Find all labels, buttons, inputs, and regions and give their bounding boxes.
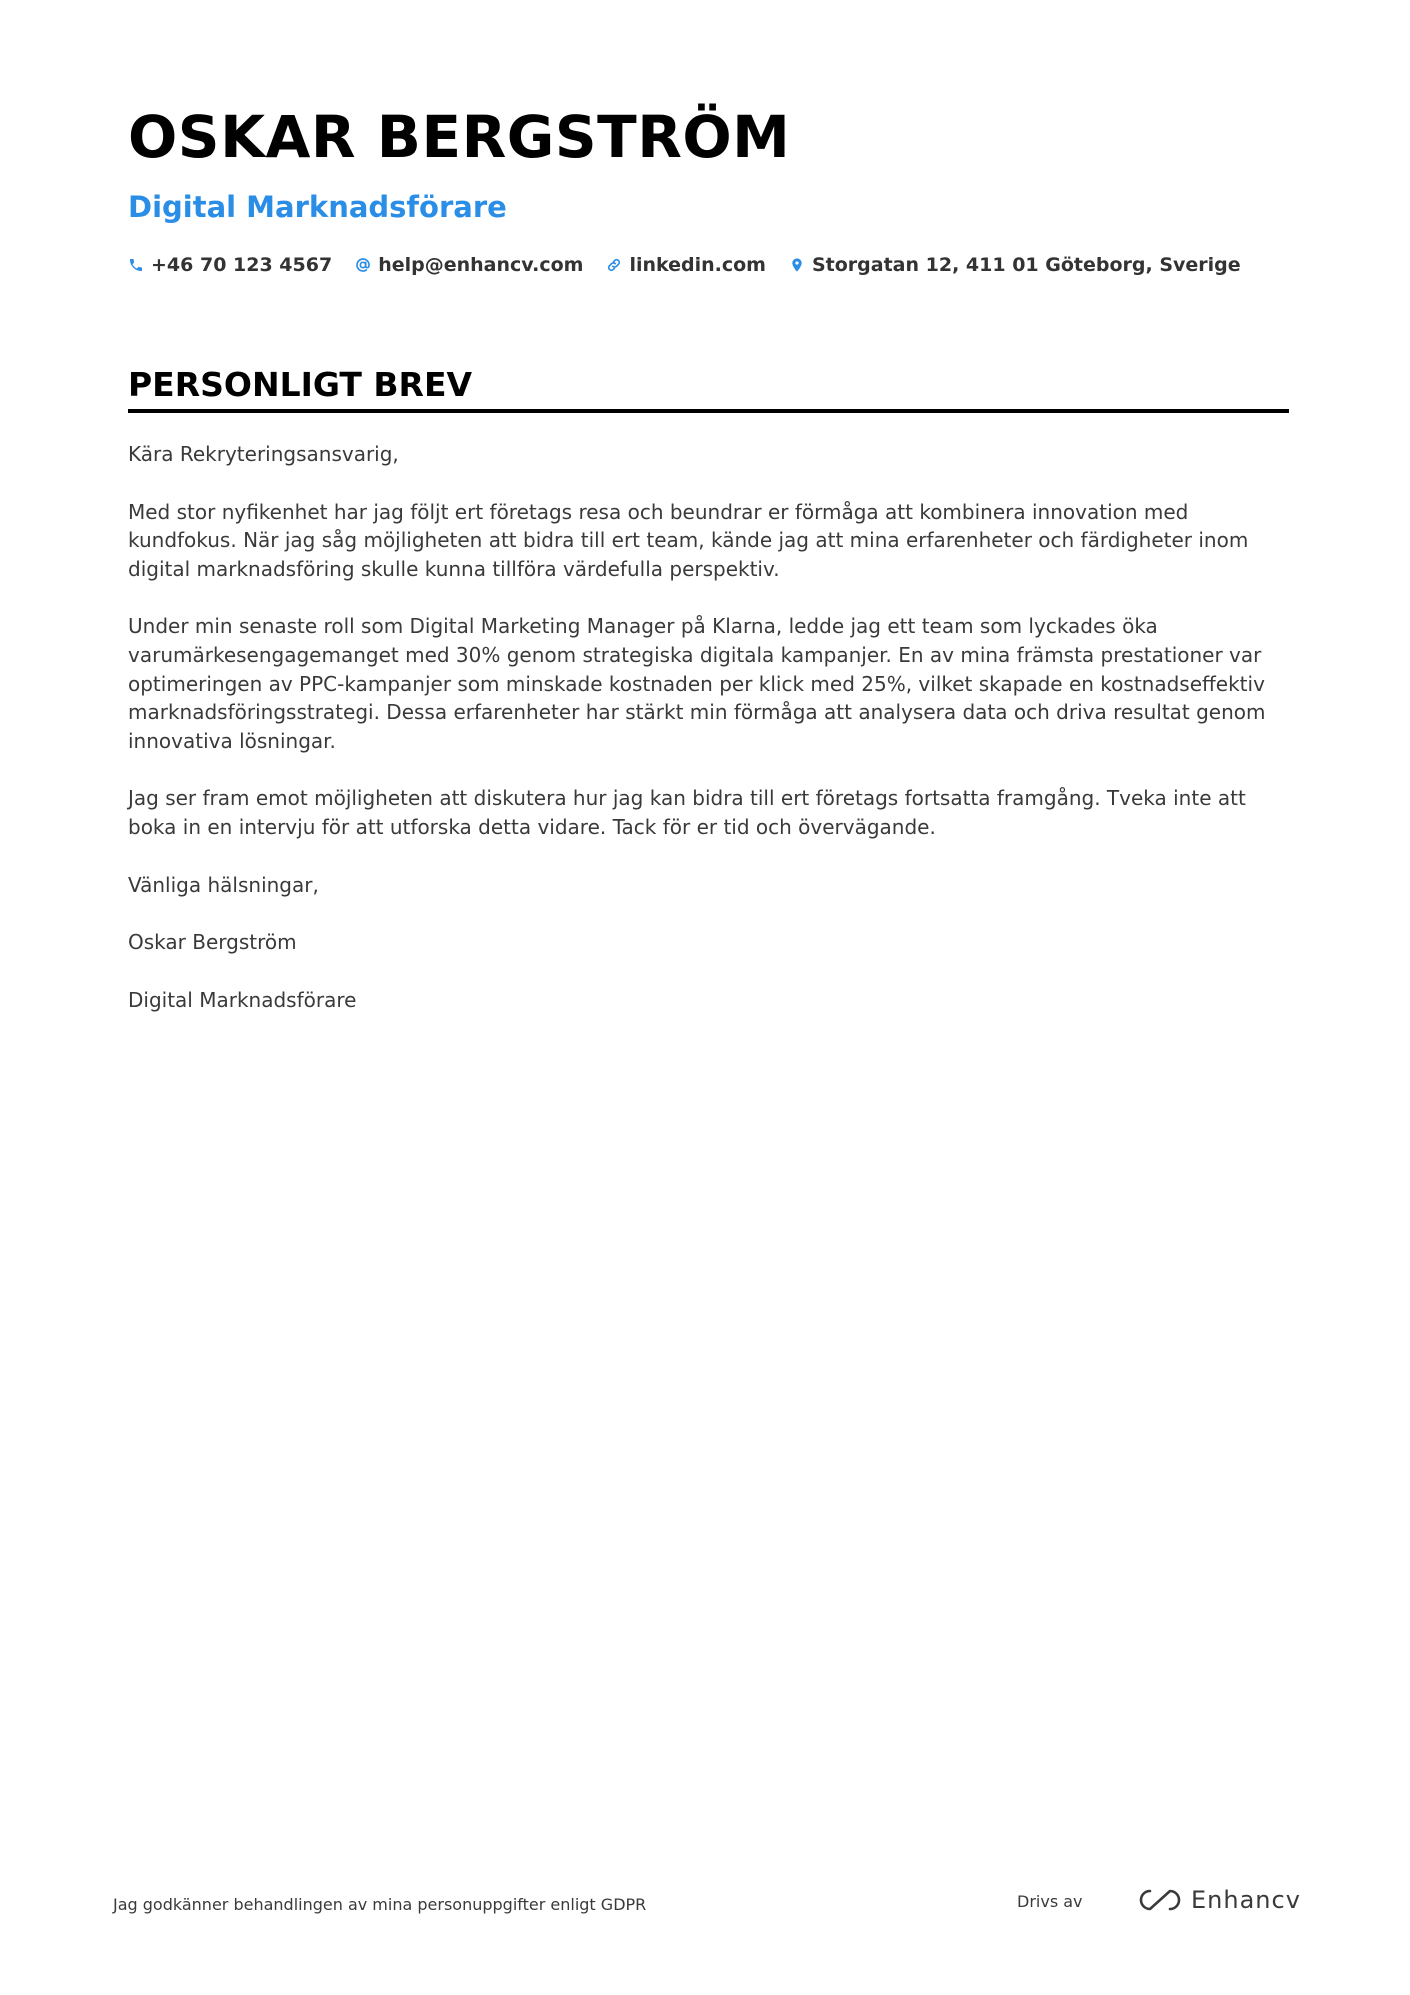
link-icon bbox=[606, 257, 622, 273]
contact-email[interactable] bbox=[355, 254, 583, 276]
contact-info bbox=[128, 254, 1264, 276]
closing: Vänliga hälsningar, bbox=[128, 872, 319, 897]
letter-paragraph: Under min senaste roll som Digital Marketing Manager på Klarna, ledde jag ett team som lyckades öka varumärkesengagemanget med 30% genom strategiska digitala kampanjer. En av mina främsta prestationer var optimeringen av PPC-kampanjer som minskade kostnaden per klick med 25%, vilket skapade en kostnadseffektiv marknadsföringsstrategi. Dessa erfarenheter har stärkt min förmåga att analysera data och driva resultat genom innovativa lösningar. bbox=[128, 614, 1266, 753]
contact-linkedin-text: linkedin.com bbox=[629, 254, 766, 276]
salutation: Kära Rekryteringsansvarig, bbox=[128, 442, 399, 466]
enhancv-logo[interactable] bbox=[1137, 1886, 1301, 1914]
applicant-name: OSKAR BERGSTRÖM bbox=[128, 103, 791, 171]
phone-icon bbox=[128, 257, 144, 273]
letter-body bbox=[128, 440, 1298, 1043]
enhancv-logo-icon bbox=[1137, 1887, 1183, 1913]
contact-address-text: Storgatan 12, 411 01 Göteborg, Sverige bbox=[811, 254, 1241, 276]
gdpr-consent: Jag godkänner behandlingen av mina personuppgifter enligt GDPR bbox=[113, 1895, 647, 1914]
signature-title: Digital Marknadsförare bbox=[128, 987, 357, 1012]
contact-email-text: help@enhancv.com bbox=[378, 254, 584, 276]
letter-paragraph: Med stor nyfikenhet har jag följt ert företags resa och beundrar er förmåga att kombinera innovation med kundfokus. När jag såg möjligheten att bidra till ert team, kände jag att mina erfarenheter och färdigheter inom digital marknadsföring skulle kunna tillföra värdefulla perspektiv. bbox=[128, 499, 1249, 581]
brand-name: Enhancv bbox=[1191, 1886, 1301, 1914]
contact-phone-text: +46 70 123 4567 bbox=[151, 254, 333, 276]
signature-name: Oskar Bergström bbox=[128, 930, 297, 955]
contact-address bbox=[789, 254, 1241, 276]
contact-linkedin[interactable] bbox=[606, 254, 766, 276]
at-icon bbox=[355, 257, 371, 273]
job-title: Digital Marknadsförare bbox=[128, 190, 507, 224]
contact-phone[interactable] bbox=[128, 254, 332, 276]
letter-paragraph: Jag ser fram emot möjligheten att diskutera hur jag kan bidra till ert företags fortsatta framgång. Tveka inte att boka in en intervju för att utforska detta vidare. Tack för er tid och övervägande. bbox=[128, 786, 1246, 839]
section-divider bbox=[128, 409, 1289, 413]
location-pin-icon bbox=[789, 257, 805, 273]
section-title: PERSONLIGT BREV bbox=[128, 365, 473, 404]
powered-by-label: Drivs av bbox=[1017, 1892, 1083, 1911]
